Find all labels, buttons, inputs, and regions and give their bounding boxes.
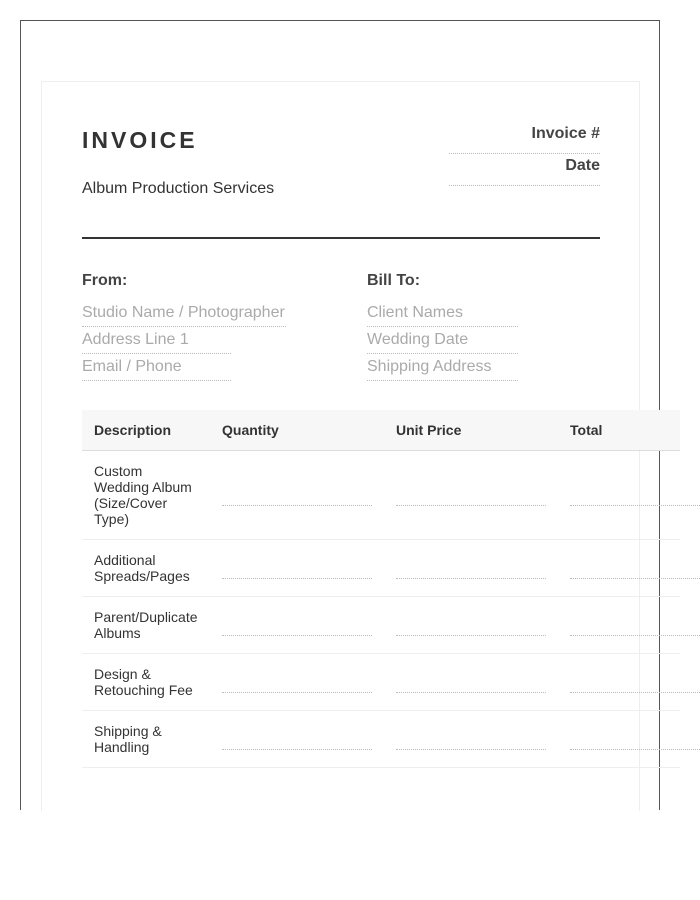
quantity-cell[interactable] [210, 540, 384, 597]
from-section [82, 272, 286, 383]
total-input-line[interactable] [570, 578, 700, 579]
quantity-input-line[interactable] [222, 749, 372, 750]
total-cell[interactable] [558, 540, 680, 597]
total-input-line[interactable] [570, 505, 700, 506]
items-table-wrapper [82, 410, 680, 768]
invoice-date-label: Date [565, 157, 600, 174]
invoice-number-field[interactable] [449, 125, 600, 154]
studio-name-field[interactable]: Studio Name / Photographer [82, 302, 286, 327]
column-header-total: Total [558, 410, 680, 451]
total-cell[interactable] [558, 597, 680, 654]
unit-price-cell[interactable] [384, 540, 558, 597]
row-description: Parent/Duplicate Albums [82, 597, 210, 654]
quantity-input-line[interactable] [222, 692, 372, 693]
table-header-row [82, 410, 680, 451]
row-description: Additional Spreads/Pages [82, 540, 210, 597]
client-names-field[interactable]: Client Names [367, 302, 518, 327]
table-row [82, 711, 680, 768]
bill-to-heading: Bill To: [367, 272, 421, 289]
header-divider [82, 237, 600, 239]
invoice-subtitle: Album Production Services [82, 180, 275, 197]
unit-price-input-line[interactable] [396, 635, 546, 636]
unit-price-input-line[interactable] [396, 505, 546, 506]
invoice-meta [449, 125, 600, 189]
quantity-input-line[interactable] [222, 635, 372, 636]
column-header-description: Description [82, 410, 210, 451]
total-cell[interactable] [558, 451, 680, 540]
unit-price-input-line[interactable] [396, 578, 546, 579]
quantity-cell[interactable] [210, 711, 384, 768]
invoice-date-field[interactable] [449, 157, 600, 186]
unit-price-cell[interactable] [384, 654, 558, 711]
column-header-unit-price: Unit Price [384, 410, 558, 451]
table-row [82, 654, 680, 711]
total-input-line[interactable] [570, 749, 700, 750]
table-row [82, 451, 680, 540]
total-cell[interactable] [558, 711, 680, 768]
row-description: Custom Wedding Album (Size/Cover Type) [82, 451, 210, 540]
unit-price-cell[interactable] [384, 597, 558, 654]
row-description: Shipping & Handling [82, 711, 210, 768]
from-heading: From: [82, 272, 128, 289]
shipping-address-field[interactable]: Shipping Address [367, 356, 518, 381]
unit-price-input-line[interactable] [396, 749, 546, 750]
invoice-number-label: Invoice # [531, 125, 600, 142]
column-header-quantity: Quantity [210, 410, 384, 451]
table-row [82, 540, 680, 597]
total-input-line[interactable] [570, 635, 700, 636]
quantity-cell[interactable] [210, 451, 384, 540]
items-table [82, 410, 680, 768]
email-phone-field[interactable]: Email / Phone [82, 356, 231, 381]
quantity-cell[interactable] [210, 654, 384, 711]
total-cell[interactable] [558, 654, 680, 711]
row-description: Design & Retouching Fee [82, 654, 210, 711]
page-title: INVOICE [82, 127, 198, 153]
wedding-date-field[interactable]: Wedding Date [367, 329, 518, 354]
unit-price-cell[interactable] [384, 711, 558, 768]
quantity-input-line[interactable] [222, 505, 372, 506]
table-row [82, 597, 680, 654]
bill-to-section [367, 272, 518, 383]
unit-price-cell[interactable] [384, 451, 558, 540]
quantity-cell[interactable] [210, 597, 384, 654]
unit-price-input-line[interactable] [396, 692, 546, 693]
quantity-input-line[interactable] [222, 578, 372, 579]
total-input-line[interactable] [570, 692, 700, 693]
address-field[interactable]: Address Line 1 [82, 329, 231, 354]
